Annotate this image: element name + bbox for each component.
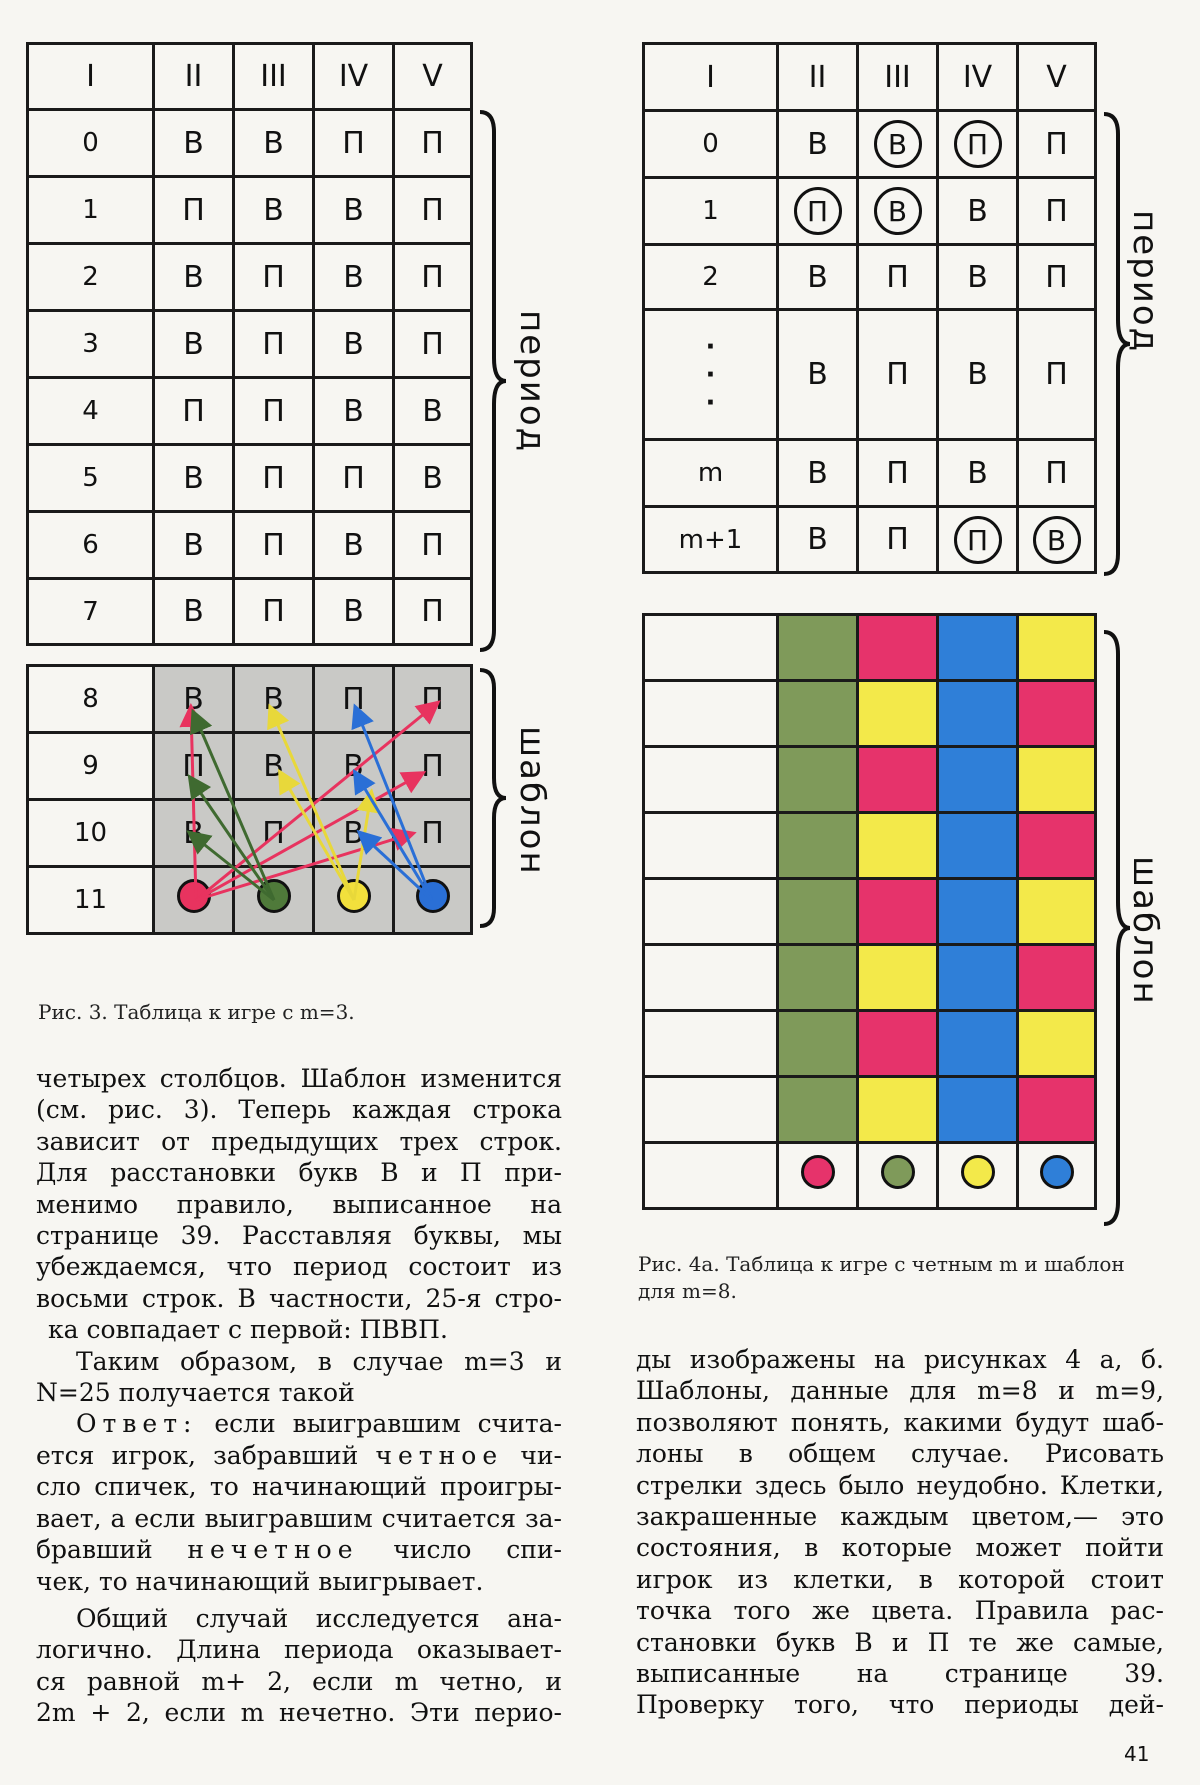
cell (858, 111, 938, 178)
cell: В (314, 244, 394, 311)
fig4-caption-1: Рис. 4а. Таблица к игре с четным m и шаблон (638, 1252, 1125, 1276)
template-label: шаблон (1125, 856, 1165, 1006)
table-row (644, 245, 1096, 310)
text-line: N=25 получается такой (36, 1378, 355, 1408)
spaced-word: четное (375, 1440, 504, 1470)
blue-cell (938, 681, 1018, 747)
cell: В (154, 800, 234, 867)
text-line: закрашенные каждым цветом,— это (636, 1502, 1164, 1532)
blue-cell (938, 747, 1018, 813)
transition-arrows (26, 664, 470, 934)
blue-dot (1040, 1155, 1074, 1189)
cell: В (234, 733, 314, 800)
cell: В (314, 512, 394, 579)
row-index: 3 (28, 311, 154, 378)
cell: П (394, 177, 472, 244)
fig4-caption-2: для m=8. (638, 1279, 737, 1303)
cell: П (314, 445, 394, 512)
circled-cell: В (1033, 516, 1081, 564)
text-line: сло спичек, то начинающий проигры- (36, 1472, 562, 1502)
green-cell (778, 1077, 858, 1143)
row-index: 6 (28, 512, 154, 579)
answer-label: Ответ: (76, 1409, 198, 1439)
text-line: игрок из клетки, в которой стоит (636, 1564, 1164, 1594)
table-row (644, 1011, 1096, 1077)
yellow-cell (1018, 879, 1096, 945)
cell: П (858, 310, 938, 440)
text-line: (см. рис. 3). Теперь каждая строка (36, 1095, 562, 1125)
cell: В (778, 245, 858, 310)
fig3-header-row (28, 44, 472, 110)
table-row (644, 1143, 1096, 1209)
row-index: m (644, 440, 778, 507)
fig4-period-table (642, 42, 1097, 574)
cell: П (1018, 111, 1096, 178)
fig4-header-row (644, 44, 1096, 111)
template-brace (478, 666, 508, 930)
period-label: период (1125, 210, 1165, 354)
period-brace (478, 108, 508, 654)
cell: В (154, 512, 234, 579)
yellow-cell (858, 681, 938, 747)
cell: В (938, 178, 1018, 245)
yellow-dot (961, 1155, 995, 1189)
cell: В (314, 311, 394, 378)
cell: В (154, 311, 234, 378)
cell (778, 178, 858, 245)
cell: П (314, 666, 394, 733)
cell: В (234, 110, 314, 177)
cell (644, 681, 778, 747)
table-row (644, 111, 1096, 178)
text-line: Для расстановки букв В и П при- (36, 1158, 562, 1188)
blue-cell (938, 1011, 1018, 1077)
table-row (644, 615, 1096, 681)
cell: П (394, 666, 472, 733)
cell: П (394, 311, 472, 378)
green-cell (778, 945, 858, 1011)
table-row (644, 747, 1096, 813)
cell: В (394, 445, 472, 512)
pink-cell (1018, 681, 1096, 747)
table-row (28, 378, 472, 445)
table-row (28, 311, 472, 378)
pink-cell (1018, 813, 1096, 879)
cell: П (234, 512, 314, 579)
green-cell (778, 1011, 858, 1077)
cell: В (778, 111, 858, 178)
text-line (36, 1440, 562, 1471)
cell: В (154, 244, 234, 311)
text-line: Таким образом, в случае m=3 и (76, 1346, 562, 1376)
row-index: 8 (28, 666, 154, 733)
row-index: 10 (28, 800, 154, 867)
template-label: шаблон (512, 726, 552, 876)
fig4-template-grid (642, 613, 1097, 1210)
row-index: 0 (644, 111, 778, 178)
cell: П (234, 244, 314, 311)
table-row (644, 813, 1096, 879)
text-line (36, 1408, 562, 1439)
circled-cell: В (874, 187, 922, 235)
text-line: Шаблоны, данные для m=8 и m=9, (636, 1376, 1164, 1406)
table-row (644, 507, 1096, 573)
circled-cell: В (874, 120, 922, 168)
cell (858, 178, 938, 245)
cell: В (154, 579, 234, 645)
table-row (644, 178, 1096, 245)
cell: П (394, 800, 472, 867)
table-row (28, 445, 472, 512)
cell: П (394, 579, 472, 645)
green-cell (778, 681, 858, 747)
cell (1018, 507, 1096, 573)
cell (858, 1143, 938, 1209)
col-header: II (778, 44, 858, 111)
cell: П (394, 512, 472, 579)
cell: В (314, 733, 394, 800)
col-header: V (1018, 44, 1096, 111)
row-index: m+1 (644, 507, 778, 573)
yellow-cell (1018, 615, 1096, 681)
page-number: 41 (1124, 1742, 1150, 1766)
row-index: 2 (28, 244, 154, 311)
yellow-cell (1018, 1011, 1096, 1077)
pink-cell (1018, 945, 1096, 1011)
green-cell (778, 747, 858, 813)
cell: В (314, 800, 394, 867)
period-label: период (512, 310, 552, 454)
blue-cell (938, 879, 1018, 945)
fig3-period-table (26, 42, 473, 646)
text-span: число спи- (358, 1535, 562, 1565)
cell: П (1018, 178, 1096, 245)
text-line: ся равной m+ 2, если m четно, и (36, 1666, 562, 1696)
cell: В (314, 177, 394, 244)
text-span: чи- (503, 1440, 562, 1470)
text-line: менимо правило, выписанное на (36, 1189, 562, 1219)
table-row (28, 110, 472, 177)
cell (644, 615, 778, 681)
cell: П (1018, 440, 1096, 507)
pink-cell (858, 879, 938, 945)
text-line: Общий случай исследуется ана- (76, 1603, 562, 1633)
text-span: ется игрок, забравший (36, 1440, 376, 1470)
text-span: если выигравшим счита- (197, 1409, 562, 1439)
table-row (28, 244, 472, 311)
cell (1018, 1143, 1096, 1209)
row-index: 2 (644, 245, 778, 310)
cell: П (234, 311, 314, 378)
col-header: IV (938, 44, 1018, 111)
text-line: четырех столбцов. Шаблон изменится (36, 1064, 562, 1093)
cell: П (234, 378, 314, 445)
text-line: странице 39. Расставляя буквы, мы (36, 1221, 562, 1251)
green-dot (881, 1155, 915, 1189)
yellow-cell (858, 945, 938, 1011)
cell: П (154, 378, 234, 445)
cell (644, 813, 778, 879)
blue-cell (938, 945, 1018, 1011)
cell (938, 507, 1018, 573)
cell: В (938, 440, 1018, 507)
text-line: убеждаемся, что период состоит из (36, 1252, 562, 1282)
green-cell (778, 615, 858, 681)
left-text-column (36, 1063, 562, 1729)
row-index: 1 (28, 177, 154, 244)
text-line: лоны в общем случае. Рисовать (636, 1439, 1164, 1469)
cell (938, 111, 1018, 178)
cell (644, 747, 778, 813)
pink-cell (858, 615, 938, 681)
yellow-cell (1018, 747, 1096, 813)
cell: В (154, 445, 234, 512)
row-index: 5 (28, 445, 154, 512)
cell (778, 1143, 858, 1209)
col-header: II (154, 44, 234, 110)
cell: П (234, 445, 314, 512)
cell: В (314, 579, 394, 645)
cell: В (938, 245, 1018, 310)
row-index-ellipsis: · · · (644, 310, 778, 440)
blue-cell (938, 615, 1018, 681)
cell: В (234, 666, 314, 733)
cell: П (394, 244, 472, 311)
cell: П (154, 177, 234, 244)
col-header: IV (314, 44, 394, 110)
row-index: 7 (28, 579, 154, 645)
col-header: I (28, 44, 154, 110)
cell: В (778, 507, 858, 573)
text-line: ка совпадает с первой: ПВВП. (48, 1315, 448, 1345)
cell (938, 1143, 1018, 1209)
cell (644, 1143, 778, 1209)
table-row (644, 440, 1096, 507)
col-header: III (234, 44, 314, 110)
spaced-word: нечетное (187, 1535, 359, 1565)
table-row (644, 945, 1096, 1011)
green-cell (778, 879, 858, 945)
text-line: чек, то начинающий выигрывает. (36, 1566, 484, 1596)
cell: П (858, 245, 938, 310)
cell: П (394, 110, 472, 177)
circled-cell: П (954, 120, 1002, 168)
text-line: выписанные на странице 39. (636, 1659, 1164, 1689)
row-index: 1 (644, 178, 778, 245)
cell: П (394, 733, 472, 800)
text-line: ды изображены на рисунках 4 а, б. (636, 1345, 1164, 1374)
right-text-column (636, 1344, 1164, 1721)
text-line: позволяют понять, какими будут шаб- (636, 1407, 1164, 1437)
text-line: 2m + 2, если m нечетно. Эти перио- (36, 1698, 562, 1728)
table-row (644, 310, 1096, 440)
circled-cell: П (954, 516, 1002, 564)
cell: П (858, 440, 938, 507)
cell: П (314, 110, 394, 177)
row-index: 0 (28, 110, 154, 177)
row-index: 4 (28, 378, 154, 445)
table-row (28, 512, 472, 579)
cell: В (778, 440, 858, 507)
cell (644, 1077, 778, 1143)
row-index: 11 (28, 867, 154, 934)
table-row (644, 1077, 1096, 1143)
text-line: состояния, в которые может пойти (636, 1533, 1164, 1563)
fig3-caption: Рис. 3. Таблица к игре с m=3. (38, 1000, 355, 1024)
text-line: логично. Длина периода оказывает- (36, 1635, 562, 1665)
cell: П (234, 579, 314, 645)
cell: П (1018, 310, 1096, 440)
circled-cell: П (794, 187, 842, 235)
cell: В (154, 666, 234, 733)
blue-cell (938, 813, 1018, 879)
cell: В (938, 310, 1018, 440)
cell (644, 945, 778, 1011)
table-row (644, 879, 1096, 945)
yellow-cell (858, 813, 938, 879)
pink-cell (1018, 1077, 1096, 1143)
col-header: III (858, 44, 938, 111)
green-cell (778, 813, 858, 879)
text-line: становки букв В и П те же самые, (636, 1627, 1164, 1657)
yellow-cell (858, 1077, 938, 1143)
text-line: восьми строк. В частности, 25-я стро- (36, 1283, 562, 1313)
col-header: I (644, 44, 778, 111)
cell: В (314, 378, 394, 445)
col-header: V (394, 44, 472, 110)
text-line: точка того же цвета. Правила рас- (636, 1596, 1164, 1626)
text-line (36, 1534, 562, 1565)
table-row (28, 579, 472, 645)
table-row (644, 681, 1096, 747)
pink-dot (801, 1155, 835, 1189)
pink-cell (858, 747, 938, 813)
cell: В (234, 177, 314, 244)
row-index: 9 (28, 733, 154, 800)
cell: П (234, 800, 314, 867)
cell: П (154, 733, 234, 800)
text-line: зависит от предыдущих трех строк. (36, 1126, 562, 1156)
cell: П (1018, 245, 1096, 310)
text-line: вает, а если выигравшим считается за- (36, 1503, 562, 1533)
cell (644, 879, 778, 945)
text-line: Проверку того, что периоды дей- (636, 1690, 1164, 1720)
cell (644, 1011, 778, 1077)
blue-cell (938, 1077, 1018, 1143)
text-line: стрелки здесь было неудобно. Клетки, (636, 1470, 1164, 1500)
pink-cell (858, 1011, 938, 1077)
cell: В (778, 310, 858, 440)
table-row (28, 177, 472, 244)
cell: В (154, 110, 234, 177)
cell: П (858, 507, 938, 573)
cell: В (394, 378, 472, 445)
text-span: бравший (36, 1535, 188, 1565)
